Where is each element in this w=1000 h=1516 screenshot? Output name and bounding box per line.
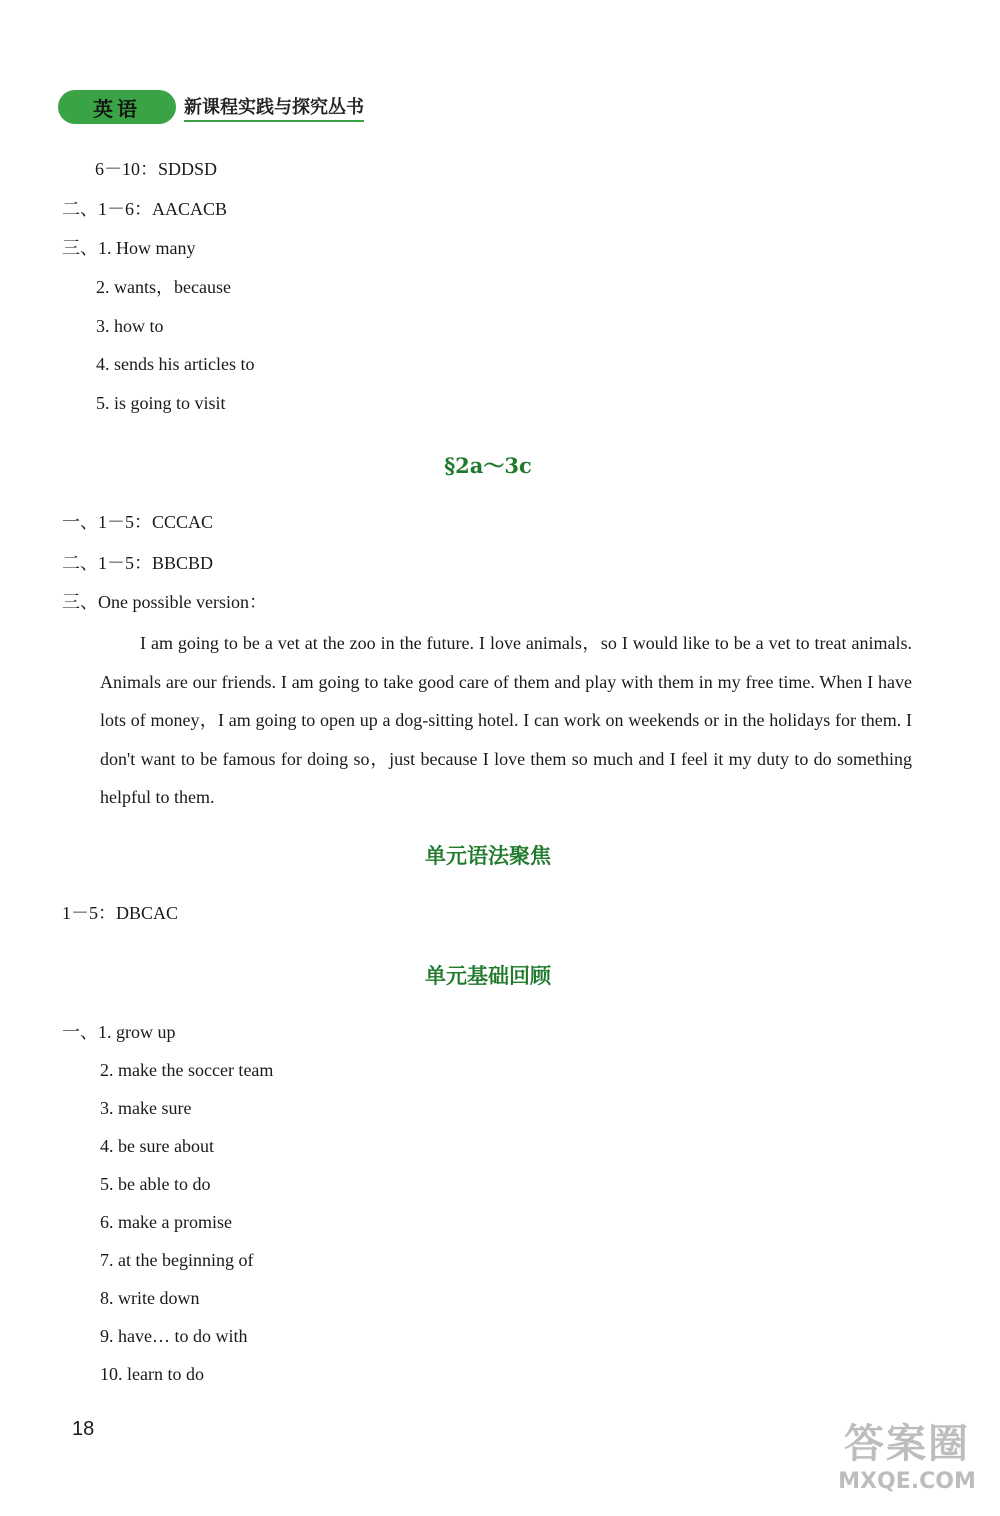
answer-line: 2. make the soccer team: [100, 1060, 274, 1080]
answer-line: 一、1. grow up: [62, 1022, 176, 1042]
page-number: 18: [72, 1418, 95, 1440]
answer-line: 2. wants，because: [96, 277, 231, 297]
answer-line: 9. have… to do with: [100, 1326, 248, 1346]
answer-line: 4. be sure about: [100, 1136, 214, 1156]
answer-line: 5. is going to visit: [96, 393, 226, 413]
watermark-url: MXQE.COM: [838, 1469, 976, 1494]
answer-line: 1－5：DBCAC: [62, 903, 179, 923]
answer-line: 5. be able to do: [100, 1174, 211, 1194]
watermark-logo: [822, 1420, 992, 1510]
answer-line: 3. make sure: [100, 1098, 192, 1118]
section-heading-review: 单元基础回顾: [425, 964, 551, 988]
page-header: [58, 90, 364, 124]
answer-line: 三、1. How many: [62, 238, 196, 258]
watermark-text: 答案圈: [844, 1421, 970, 1467]
sample-essay: I am going to be a vet at the zoo in the future. I love animals，so I would like to be a vet to treat animals. Animals are our friends. I am going to take good care of them and play with them in my free time. When I have lots of money，I am going to open up a dog-sitting hotel. I can work on weekends or in the holidays for them. I don't want to be famous for doing so，just because I love them so much and I feel it my duty to do something helpful to them.: [100, 633, 912, 808]
section-heading-grammar: 单元语法聚焦: [425, 844, 551, 868]
series-title: 新课程实践与探究丛书: [184, 93, 364, 122]
answer-line: 一、1－5：CCCAC: [62, 512, 214, 532]
answer-line: 6. make a promise: [100, 1212, 232, 1232]
answer-line: 二、1－5：BBCBD: [62, 553, 214, 573]
answer-line: 三、One possible version：: [62, 592, 267, 612]
section-heading-2a-3c: §2a～3c: [444, 453, 532, 478]
answer-line: 8. write down: [100, 1288, 200, 1308]
answer-line: 7. at the beginning of: [100, 1250, 254, 1270]
answer-line: 10. learn to do: [100, 1364, 204, 1384]
answer-line: 6－10：SDDSD: [95, 159, 218, 179]
subject-badge: 英语: [58, 90, 176, 124]
answer-line: 4. sends his articles to: [96, 354, 255, 374]
answer-line: 二、1－6：AACACB: [62, 199, 228, 219]
answer-line: 3. how to: [96, 316, 164, 336]
